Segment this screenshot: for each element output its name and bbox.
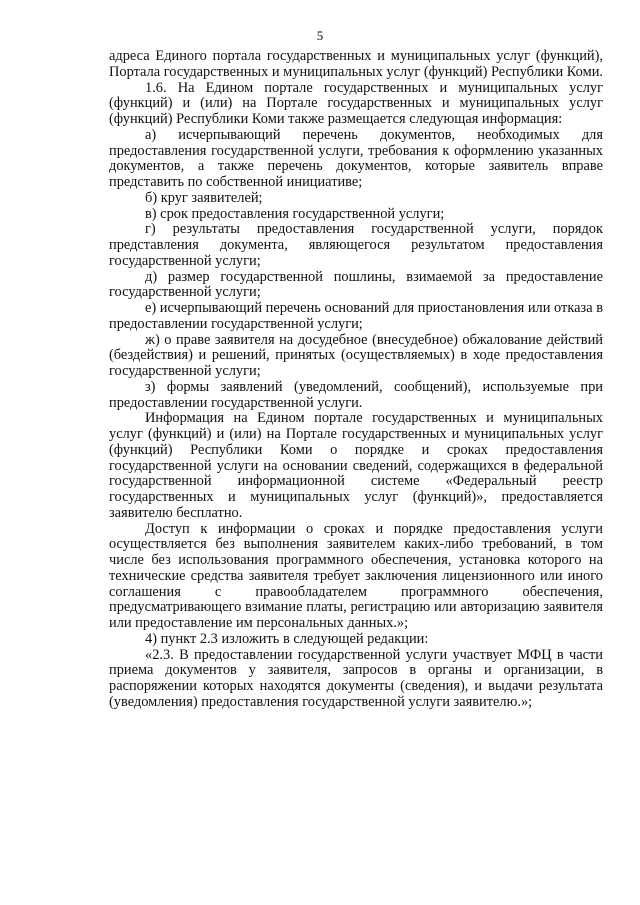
paragraph-1-6: 1.6. На Едином портале государственных и муниципальных услуг (функций) и (или) на Портале государственных и муниципальных услуг (функций) Республики Коми также размещается следующая информация:: [109, 79, 603, 127]
paragraph-item-a: а) исчерпывающий перечень документов, необходимых для предоставления государственной услуги, требования к оформлению указанных документов, а также перечень документов, которые заявитель вправе представить по собственной инициативе;: [109, 126, 603, 190]
document-body: [109, 49, 603, 711]
paragraph-portal-addresses: адреса Единого портала государственных и муниципальных услуг (функций), Портала государственных и муниципальных услуг (функций) Республики Коми.: [109, 48, 603, 80]
paragraph-access-info: Доступ к информации о сроках и порядке предоставления услуги осуществляется без выполнения заявителем каких-либо требований, в том числе без использования программного обеспечения, установка которого на технические средства заявителя требует заключения лицензионного или иного соглашения с правообладателем программного обеспечения, предусматривающего взимание платы, регистрацию или авторизацию заявителя или предоставление им персональных данных.»;: [109, 520, 603, 631]
paragraph-info-free: Информация на Едином портале государственных и муниципальных услуг (функций) и (или) на Портале государственных и муниципальных услуг (функций) Республики Коми о порядке и сроках предоставления государственной услуги на основании сведений, содержащихся в федеральной государственной информационной системе «Федеральный реестр государственных и муниципальных услуг (функций)», предоставляется заявителю бесплатно.: [109, 410, 603, 521]
paragraph-2-3: «2.3. В предоставлении государственной услуги участвует МФЦ в части приема документов у заявителя, запросов в органы и организации, в распоряжении которых находятся документы (сведения), и выдачи результата (уведомления) предоставления государственной услуги заявителю.»;: [109, 646, 603, 710]
paragraph-item-4: 4) пункт 2.3 изложить в следующей редакции:: [145, 630, 429, 647]
paragraph-item-z: з) формы заявлений (уведомлений, сообщений), используемые при предоставлении государственной услуги.: [109, 378, 603, 411]
paragraph-item-zh: ж) о праве заявителя на досудебное (внесудебное) обжалование действий (бездействия) и решений, принятых (осуществляемых) в ходе предоставления государственной услуги;: [109, 331, 603, 379]
paragraph-item-v: в) срок предоставления государственной услуги;: [145, 205, 445, 222]
page-number: 5: [316, 28, 324, 43]
paragraph-item-b: б) круг заявителей;: [145, 189, 263, 206]
paragraph-item-g: г) результаты предоставления государственной услуги, порядок представления документа, являющегося результатом предоставления государственной услуги;: [109, 221, 603, 269]
paragraph-item-d: д) размер государственной пошлины, взимаемой за предоставление государственной услуги;: [109, 268, 603, 301]
paragraph-item-e: е) исчерпывающий перечень оснований для приостановления или отказа в предоставлении государственной услуги;: [109, 300, 603, 332]
